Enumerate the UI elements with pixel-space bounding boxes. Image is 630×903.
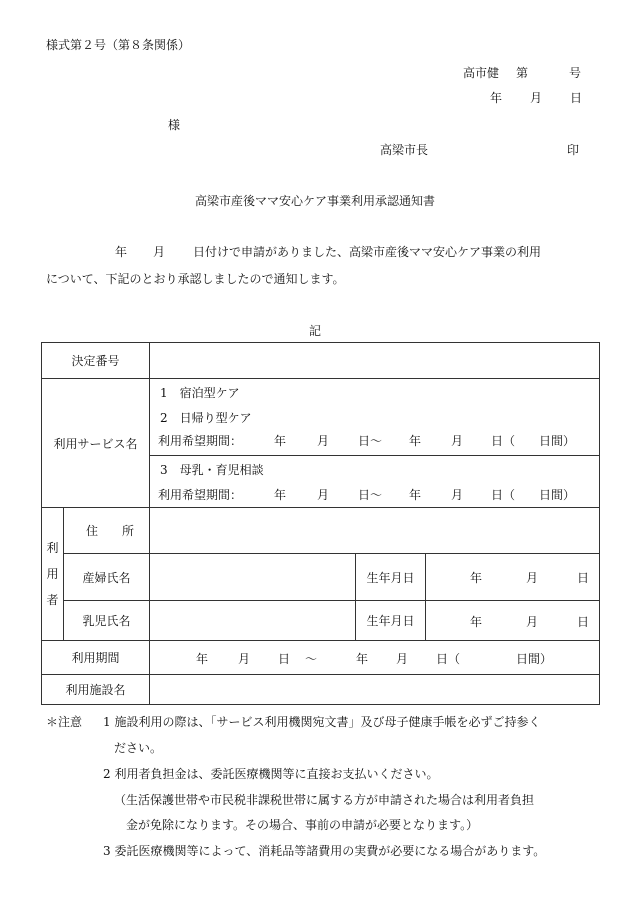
usage-year-2: 年 [356,652,369,666]
doc-number-go: 号 [569,66,582,80]
address-label [64,508,150,554]
user-label [42,508,64,641]
note-1-line-2: ださい。 [114,741,163,755]
body-month: 月 [153,245,166,259]
mother-birthdate-field[interactable] [426,554,600,601]
address-label-char-2: 所 [122,524,135,538]
document-title: 高梁市産後ママ安心ケア事業利用承認通知書 [194,194,435,208]
period-month-2: 月 [451,488,464,502]
period-month-1: 月 [317,488,330,502]
infant-name-field[interactable] [150,601,356,641]
doc-number-prefix: 高市健 [463,66,500,80]
infant-birthdate-field[interactable] [426,601,600,641]
usage-day-2: 日（ [436,652,461,666]
period-days: 日間） [539,488,576,502]
infant-birth-month: 月 [526,615,539,629]
note-3: 3 委託医療機関等によって、消耗品等諸費用の実費が必要になる場合があります。 [103,844,546,858]
usage-day-1: 日 [278,652,291,666]
note-2-paren-line-2: 金が免除になります。その場合、事前の申請が必要となります。） [126,818,479,832]
usage-year-1: 年 [196,652,209,666]
period-day-1: 日～ [358,488,383,502]
usage-period-field[interactable] [150,641,600,675]
issue-day: 日 [570,91,583,105]
doc-number-dai: 第 [516,66,529,80]
mother-name-field[interactable] [150,554,356,601]
form-number: 様式第２号（第８条関係） [46,38,191,52]
period-row-2 [150,486,599,502]
user-label-char-2: 用 [46,567,59,581]
address-field[interactable] [150,508,600,554]
usage-month-1: 月 [238,652,251,666]
period-day-1: 日～ [358,434,383,448]
service-cell-2[interactable] [150,456,600,508]
issue-year: 年 [490,91,503,105]
infant-name-label: 乳児氏名 [64,601,150,641]
body-line1-text: 日付けで申請がありました、高梁市産後ママ安心ケア事業の利用 [193,245,542,259]
period-day-2: 日（ [491,434,516,448]
service-label: 利用サービス名 [42,379,150,508]
body-line2: について、下記のとおり承認しましたので通知します。 [46,272,345,286]
ki-heading: 記 [308,324,321,338]
issue-month: 月 [530,91,543,105]
period-year-1: 年 [274,434,287,448]
body-year: 年 [115,245,128,259]
period-days: 日間） [539,434,576,448]
address-label-char-1: 住 [86,524,99,538]
period-year-2: 年 [409,434,422,448]
decision-number-field[interactable] [150,343,600,379]
service-cell-1[interactable] [150,379,600,456]
period-row-1 [150,432,599,448]
facility-label: 利用施設名 [42,675,150,705]
infant-birth-day: 日 [577,615,590,629]
infant-birth-year: 年 [470,615,483,629]
service-option-1: 1 宿泊型ケア [160,386,240,400]
usage-days: 日間） [516,652,553,666]
user-label-char-3: 者 [46,593,59,607]
period-year-1: 年 [274,488,287,502]
mother-birth-month: 月 [526,571,539,585]
period-label: 利用希望期間： [158,434,243,448]
notes-prefix: ＊注意 [46,715,83,729]
note-2-paren-line-1: （生活保護世帯や市民税非課税世帯に属する方が申請された場合は利用者負担 [114,793,535,807]
seal-mark: 印 [567,143,580,157]
approval-table [41,342,600,705]
service-option-2: 2 日帰り型ケア [160,411,252,425]
period-label: 利用希望期間： [158,488,243,502]
user-label-char-1: 利 [46,541,59,555]
period-month-1: 月 [317,434,330,448]
usage-tilde: ～ [305,652,318,666]
period-year-2: 年 [409,488,422,502]
recipient-suffix: 様 [168,118,181,132]
facility-field[interactable] [150,675,600,705]
mother-birth-year: 年 [470,571,483,585]
period-month-2: 月 [451,434,464,448]
period-day-2: 日（ [491,488,516,502]
infant-birthdate-label: 生年月日 [356,601,426,641]
usage-month-2: 月 [396,652,409,666]
mother-birthdate-label: 生年月日 [356,554,426,601]
issuer-name: 高梁市長 [380,143,429,157]
usage-period-label: 利用期間 [42,641,150,675]
note-2: 2 利用者負担金は、委託医療機関等に直接お支払いください。 [103,767,439,781]
decision-number-label: 決定番号 [42,343,150,379]
mother-name-label: 産婦氏名 [64,554,150,601]
mother-birth-day: 日 [577,571,590,585]
service-option-3: 3 母乳・育児相談 [160,463,264,477]
note-1-line-1: 1 施設利用の際は、「サービス利用機関宛文書」及び母子健康手帳を必ずご持参く [103,715,541,729]
